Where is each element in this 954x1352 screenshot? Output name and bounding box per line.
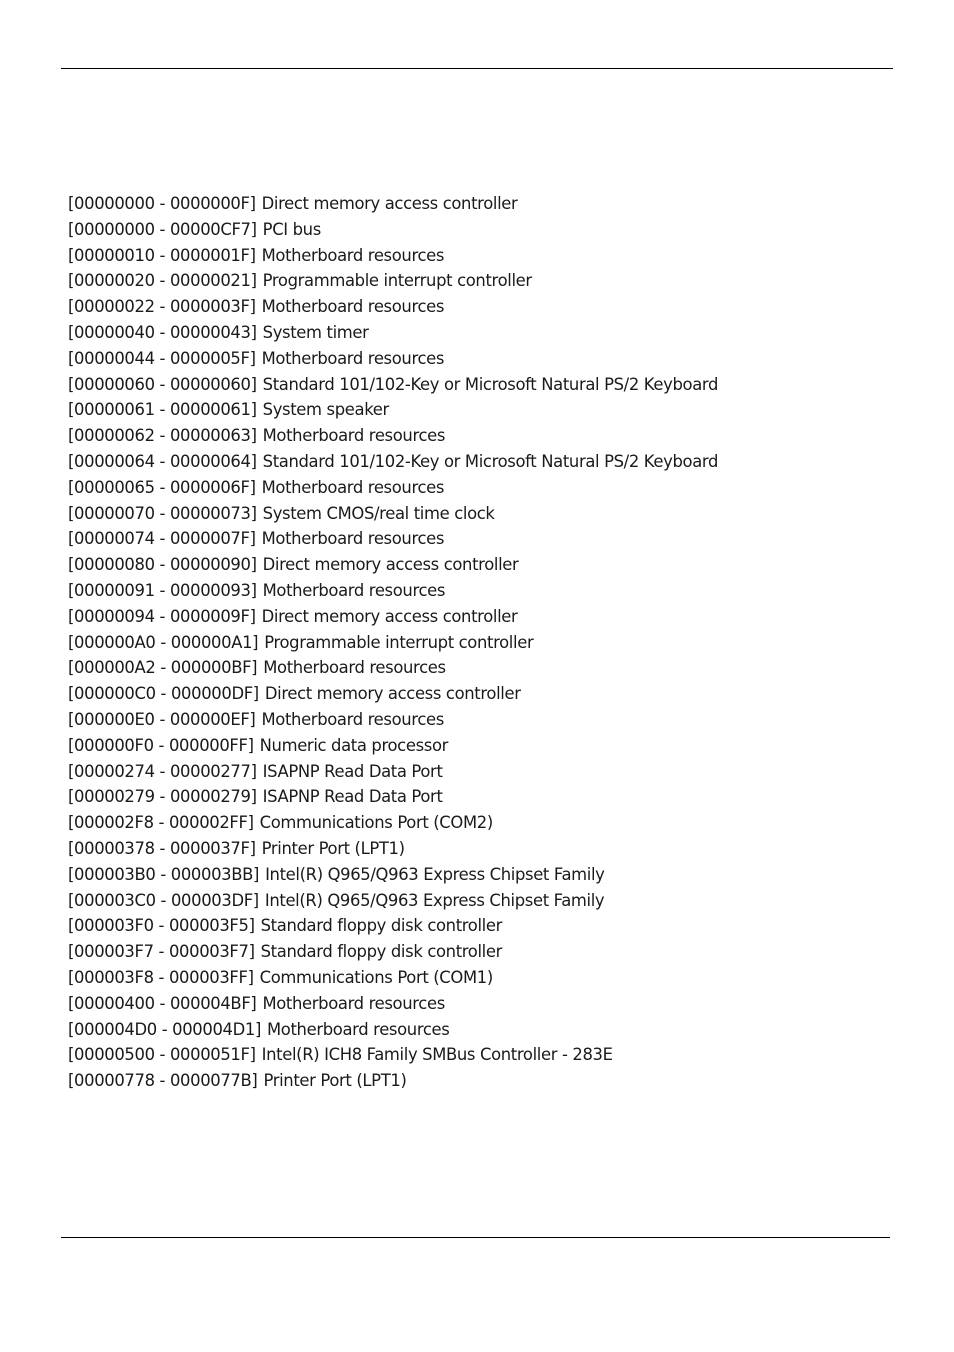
resource-row <box>68 320 868 346</box>
device-name: Standard 101/102-Key or Microsoft Natural PS/2 Keyboard <box>262 374 719 394</box>
device-name: Printer Port (LPT1) <box>263 1071 407 1091</box>
resource-row <box>68 888 868 914</box>
io-range: [000003B0 - 000003BB] <box>68 864 260 884</box>
resource-row <box>68 939 868 965</box>
device-name: Motherboard resources <box>261 348 445 368</box>
io-range: [00000074 - 0000007F] <box>68 529 256 549</box>
resource-row <box>68 862 868 888</box>
resource-row <box>68 552 868 578</box>
io-range: [00000062 - 00000063] <box>68 426 257 446</box>
resource-row <box>68 630 868 656</box>
io-range: [000000C0 - 000000DF] <box>68 684 259 704</box>
io-range: [00000022 - 0000003F] <box>68 297 256 317</box>
device-name: Direct memory access controller <box>264 684 521 704</box>
device-name: Motherboard resources <box>261 529 445 549</box>
device-name: Motherboard resources <box>262 426 446 446</box>
io-range: [00000061 - 00000061] <box>68 400 257 420</box>
resource-row <box>68 965 868 991</box>
resource-row <box>68 217 868 243</box>
resource-row <box>68 1068 868 1094</box>
io-range: [000000A2 - 000000BF] <box>68 658 258 678</box>
resource-row <box>68 759 868 785</box>
device-name: System CMOS/real time clock <box>262 503 495 523</box>
io-range: [000000F0 - 000000FF] <box>68 735 254 755</box>
io-range: [000003C0 - 000003DF] <box>68 890 259 910</box>
io-range: [000000A0 - 000000A1] <box>68 632 259 652</box>
io-range: [00000091 - 00000093] <box>68 580 257 600</box>
resource-row <box>68 526 868 552</box>
device-name: ISAPNP Read Data Port <box>262 787 443 807</box>
device-name: Intel(R) ICH8 Family SMBus Controller - 283E <box>261 1045 613 1065</box>
io-range: [00000040 - 00000043] <box>68 322 257 342</box>
resource-row <box>68 243 868 269</box>
device-name: Motherboard resources <box>263 658 446 678</box>
resource-row <box>68 268 868 294</box>
resource-row <box>68 913 868 939</box>
device-name: Standard floppy disk controller <box>260 916 503 936</box>
io-range: [00000500 - 0000051F] <box>68 1045 256 1065</box>
header-rule <box>61 68 893 69</box>
io-range: [000003F8 - 000003FF] <box>68 967 254 987</box>
resource-row <box>68 991 868 1017</box>
resource-row <box>68 475 868 501</box>
device-name: Motherboard resources <box>261 297 445 317</box>
io-range: [00000020 - 00000021] <box>68 271 257 291</box>
io-range: [00000778 - 0000077B] <box>68 1071 258 1091</box>
io-range: [00000010 - 0000001F] <box>68 245 256 265</box>
io-range: [00000279 - 00000279] <box>68 787 257 807</box>
io-range: [00000000 - 00000CF7] <box>68 219 257 239</box>
device-name: ISAPNP Read Data Port <box>262 761 443 781</box>
device-name: System timer <box>262 322 369 342</box>
io-range: [00000070 - 00000073] <box>68 503 257 523</box>
resource-row <box>68 372 868 398</box>
resource-row <box>68 578 868 604</box>
device-name: Intel(R) Q965/Q963 Express Chipset Family <box>265 864 605 884</box>
device-name: Communications Port (COM2) <box>259 813 493 833</box>
device-name: Direct memory access controller <box>261 606 518 626</box>
resource-row <box>68 294 868 320</box>
device-name: Motherboard resources <box>262 580 446 600</box>
io-range: [00000064 - 00000064] <box>68 451 257 471</box>
resource-row <box>68 707 868 733</box>
resource-row <box>68 191 868 217</box>
device-name: Printer Port (LPT1) <box>261 838 405 858</box>
device-name: Numeric data processor <box>259 735 449 755</box>
device-name: PCI bus <box>262 219 321 239</box>
resource-row <box>68 810 868 836</box>
resource-row <box>68 449 868 475</box>
device-name: Standard floppy disk controller <box>260 942 503 962</box>
resource-row <box>68 655 868 681</box>
resource-row <box>68 784 868 810</box>
resource-row <box>68 836 868 862</box>
io-range: [000003F7 - 000003F7] <box>68 942 255 962</box>
device-name: Programmable interrupt controller <box>264 632 534 652</box>
resource-row <box>68 1042 868 1068</box>
io-range: [00000000 - 0000000F] <box>68 194 256 213</box>
resource-row <box>68 397 868 423</box>
device-name: Motherboard resources <box>261 245 445 265</box>
device-name: Motherboard resources <box>261 709 444 729</box>
io-range: [00000044 - 0000005F] <box>68 348 256 368</box>
io-range: [000002F8 - 000002FF] <box>68 813 254 833</box>
resource-row <box>68 423 868 449</box>
device-name: Intel(R) Q965/Q963 Express Chipset Family <box>264 890 605 910</box>
device-name: Programmable interrupt controller <box>262 271 532 291</box>
resource-row <box>68 733 868 759</box>
footer-rule <box>61 1237 890 1238</box>
io-range: [000003F0 - 000003F5] <box>68 916 255 936</box>
io-resource-list <box>68 191 868 1094</box>
io-range: [000004D0 - 000004D1] <box>68 1019 262 1039</box>
io-range: [00000274 - 00000277] <box>68 761 257 781</box>
resource-row <box>68 1017 868 1043</box>
resource-row <box>68 501 868 527</box>
resource-row <box>68 604 868 630</box>
io-range: [00000080 - 00000090] <box>68 555 257 575</box>
device-name: Direct memory access controller <box>261 194 518 213</box>
io-range: [00000060 - 00000060] <box>68 374 257 394</box>
resource-row <box>68 346 868 372</box>
device-name: Motherboard resources <box>267 1019 450 1039</box>
device-name: Communications Port (COM1) <box>259 967 493 987</box>
device-name: Standard 101/102-Key or Microsoft Natural PS/2 Keyboard <box>262 451 719 471</box>
resource-row <box>68 681 868 707</box>
device-name: Motherboard resources <box>262 993 445 1013</box>
io-range: [000000E0 - 000000EF] <box>68 709 256 729</box>
io-range: [00000400 - 000004BF] <box>68 993 257 1013</box>
device-name: Direct memory access controller <box>262 555 519 575</box>
io-range: [00000065 - 0000006F] <box>68 477 256 497</box>
device-name: System speaker <box>262 400 389 420</box>
device-name: Motherboard resources <box>261 477 445 497</box>
io-range: [00000094 - 0000009F] <box>68 606 256 626</box>
io-range: [00000378 - 0000037F] <box>68 838 256 858</box>
